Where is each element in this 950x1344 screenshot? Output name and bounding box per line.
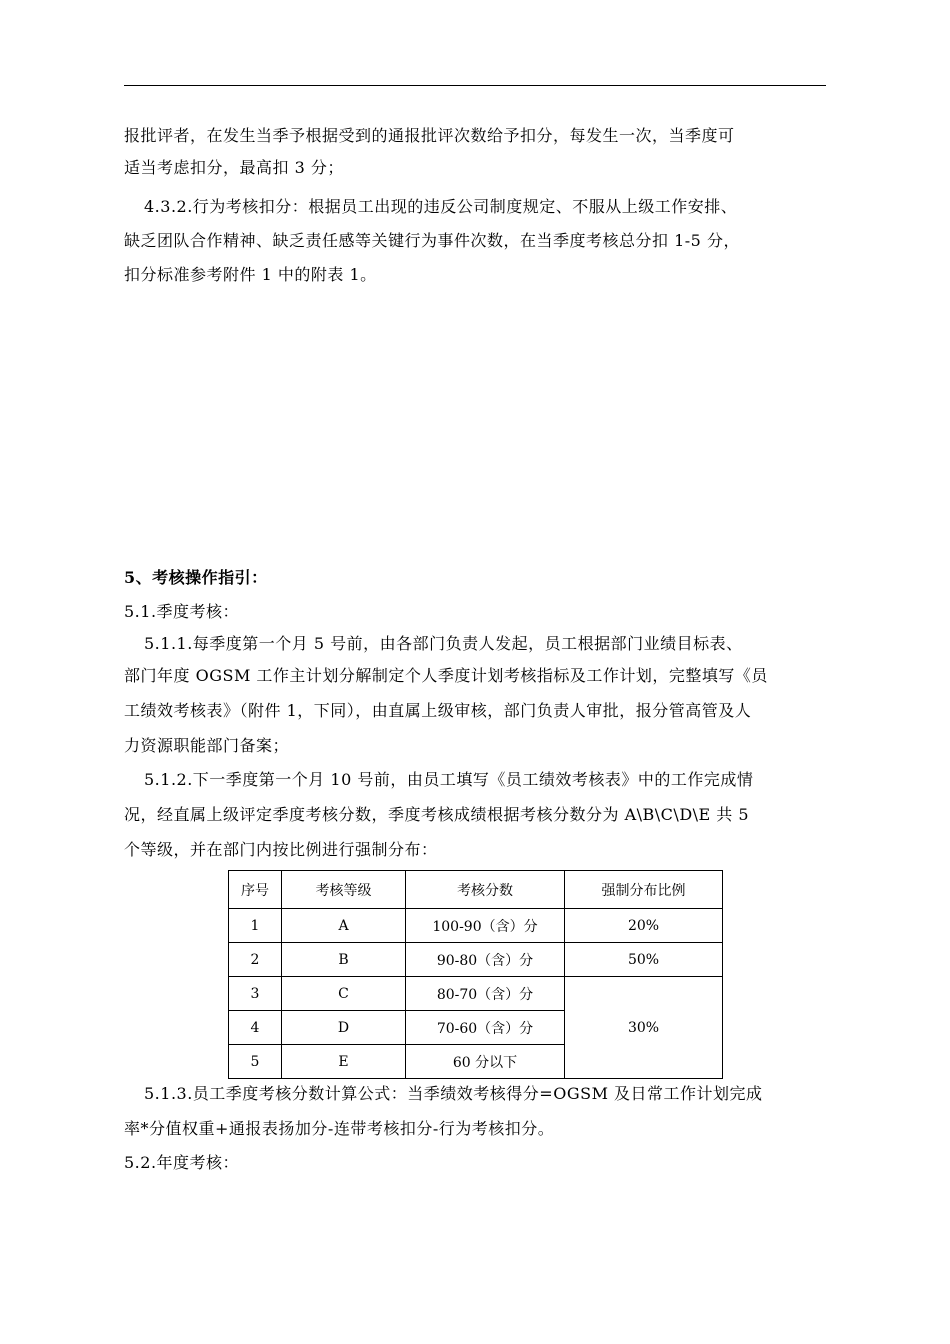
table-row: [229, 943, 723, 977]
grade-distribution-table: [228, 870, 723, 1079]
paragraph-line: 个等级，并在部门内按比例进行强制分布：: [124, 840, 438, 859]
table-cell: 100-90（含）分: [406, 909, 565, 943]
table-cell: C: [282, 977, 406, 1011]
table-cell: A: [282, 909, 406, 943]
paragraph-line: 部门年度 OGSM 工作主计划分解制定个人季度计划考核指标及工作计划，完整填写《员: [124, 666, 768, 685]
paragraph-line: 况，经直属上级评定季度考核分数，季度考核成绩根据考核分数分为 A\B\C\D\E 共 5: [124, 805, 750, 824]
table-header-row: [229, 871, 723, 909]
paragraph-line: 5.1.1.每季度第一个月 5 号前，由各部门负责人发起，员工根据部门业绩目标表、: [144, 634, 743, 653]
table-header-cell: 序号: [229, 871, 282, 909]
table-cell: D: [282, 1011, 406, 1045]
paragraph-line: 率*分值权重+通报表扬加分-连带考核扣分-行为考核扣分。: [124, 1119, 555, 1138]
paragraph-line: 5.1.3.员工季度考核分数计算公式：当季绩效考核得分=OGSM 及日常工作计划完成: [144, 1084, 763, 1103]
paragraph-line: 工绩效考核表》（附件 1，下同），由直属上级审核，部门负责人审批，报分管高管及人: [124, 701, 752, 720]
table-cell: 5: [229, 1045, 282, 1079]
table-cell: 70-60（含）分: [406, 1011, 565, 1045]
table-cell: 50%: [565, 943, 723, 977]
subsection-title: 5.1.季度考核：: [124, 602, 240, 621]
table-cell: E: [282, 1045, 406, 1079]
table-cell: 4: [229, 1011, 282, 1045]
table-cell: 80-70（含）分: [406, 977, 565, 1011]
table-row: [229, 977, 723, 1011]
table-cell-merged: 30%: [565, 977, 723, 1079]
section-title: 5、考核操作指引：: [124, 568, 268, 587]
table-header-cell: 考核等级: [282, 871, 406, 909]
paragraph-line: 扣分标准参考附件 1 中的附表 1。: [124, 265, 377, 284]
table-cell: B: [282, 943, 406, 977]
paragraph-line: 报批评者，在发生当季予根据受到的通报批评次数给予扣分，每发生一次，当季度可: [124, 126, 735, 145]
subsection-title: 5.2.年度考核：: [124, 1153, 240, 1172]
paragraph-line: 4.3.2.行为考核扣分：根据员工出现的违反公司制度规定、不服从上级工作安排、: [144, 197, 738, 216]
table-header-cell: 考核分数: [406, 871, 565, 909]
table-header-cell: 强制分布比例: [565, 871, 723, 909]
table-cell: 90-80（含）分: [406, 943, 565, 977]
paragraph-line: 5.1.2.下一季度第一个月 10 号前，由员工填写《员工绩效考核表》中的工作完成情: [144, 770, 754, 789]
table-cell: 60 分以下: [406, 1045, 565, 1079]
table-cell: 20%: [565, 909, 723, 943]
header-rule: [124, 85, 826, 86]
paragraph-line: 力资源职能部门备案；: [124, 736, 290, 755]
table-cell: 1: [229, 909, 282, 943]
paragraph-line: 适当考虑扣分，最高扣 3 分；: [124, 158, 344, 177]
table-cell: 2: [229, 943, 282, 977]
table-cell: 3: [229, 977, 282, 1011]
paragraph-line: 缺乏团队合作精神、缺乏责任感等关键行为事件次数，在当季度考核总分扣 1-5 分，: [124, 231, 740, 250]
table-row: [229, 909, 723, 943]
